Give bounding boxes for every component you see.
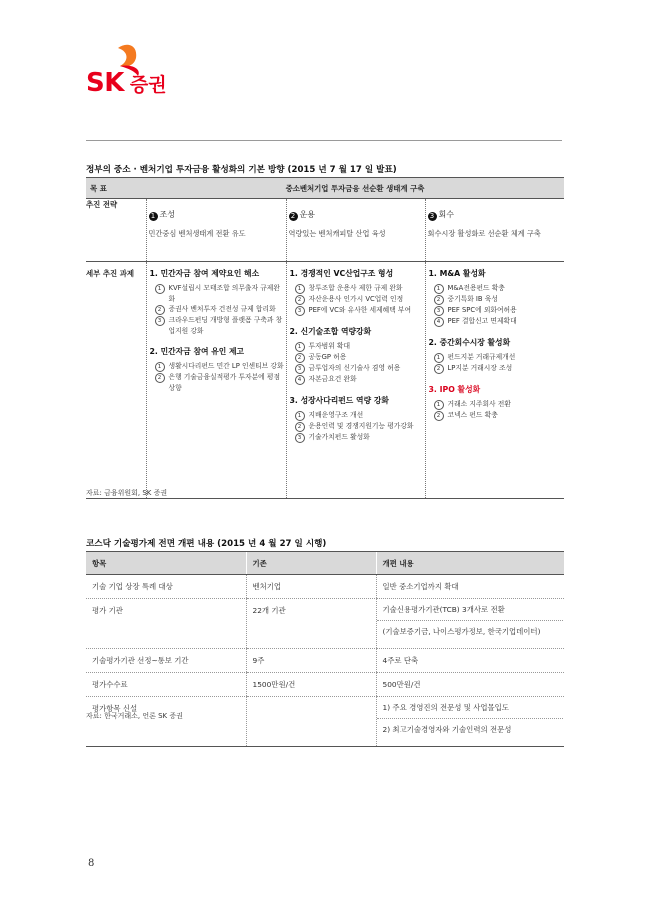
detail-item bbox=[150, 372, 286, 393]
row-item: 기술평가기관 선정~통보 기간 bbox=[86, 649, 246, 673]
item-number-icon: 1 bbox=[434, 284, 444, 294]
item-number-icon: 3 bbox=[155, 316, 165, 326]
detail-item-text: 코넥스 펀드 확충 bbox=[447, 411, 498, 419]
strategy-name: 운용 bbox=[299, 210, 315, 219]
row-new-line: 1) 주요 경영진의 전문성 및 사업몰입도 bbox=[377, 697, 564, 719]
detail-item-text: 크라우드펀딩 개방형 플랫폼 구축과 창업지원 강화 bbox=[168, 316, 283, 335]
row-new-line: 2) 최고기술경영자와 기술인력의 전문성 bbox=[382, 725, 512, 734]
item-number-icon: 2 bbox=[434, 364, 444, 374]
item-number-icon: 4 bbox=[434, 317, 444, 327]
strategy-cell bbox=[286, 199, 425, 262]
item-number-icon: 1 bbox=[295, 342, 305, 352]
detail-item-text: 은행 기술금융실적평가 투자분에 평점 상향 bbox=[168, 373, 281, 392]
item-number-icon: 1 bbox=[155, 362, 165, 372]
detail-group bbox=[429, 268, 565, 327]
detail-group-title: 1. 경쟁적인 VC산업구조 형성 bbox=[289, 269, 394, 278]
detail-item-text: M&A전용펀드 확충 bbox=[447, 284, 505, 292]
detail-item-text: 금투업자의 신기술사 겸영 허용 bbox=[308, 364, 401, 372]
detail-item bbox=[150, 315, 286, 336]
detail-item bbox=[290, 421, 425, 432]
col-header-old: 기존 bbox=[246, 552, 376, 575]
strategy-number: 3 bbox=[428, 212, 437, 221]
detail-group bbox=[429, 337, 565, 374]
detail-item bbox=[290, 352, 425, 363]
row-item: 평가항목 신설 bbox=[86, 697, 246, 747]
row-new: 4주로 단축 bbox=[376, 649, 564, 673]
strategy-name: 조성 bbox=[159, 210, 175, 219]
table2-title: 코스닥 기술평가제 전면 개편 내용 (2015 년 4 월 27 일 시행) bbox=[86, 539, 327, 549]
detail-item-text: 펀드지분 거래규제개선 bbox=[447, 353, 516, 361]
strategy-cell bbox=[425, 199, 564, 262]
item-number-icon: 4 bbox=[295, 375, 305, 385]
brand-sk: SK bbox=[86, 68, 124, 98]
detail-item-text: 중기특화 IB 육성 bbox=[447, 295, 498, 303]
detail-group bbox=[290, 326, 425, 385]
detail-item bbox=[429, 410, 565, 421]
detail-col-2 bbox=[286, 262, 425, 499]
row-new: 일반 중소기업까지 확대 bbox=[376, 575, 564, 599]
col-header-item: 항목 bbox=[86, 552, 246, 575]
table-row bbox=[86, 649, 564, 673]
detail-item-text: LP지분 거래시장 조성 bbox=[447, 364, 513, 372]
row-old: 22개 기관 bbox=[246, 599, 376, 649]
page-number: 8 bbox=[88, 858, 95, 869]
table-row bbox=[86, 599, 564, 649]
strategy-name: 회수 bbox=[438, 210, 454, 219]
detail-item bbox=[429, 305, 565, 316]
item-number-icon: 2 bbox=[155, 373, 165, 383]
strategy-number: 1 bbox=[149, 212, 158, 221]
detail-label: 세부 추진 과제 bbox=[86, 262, 146, 499]
strategy-number: 2 bbox=[289, 212, 298, 221]
detail-item-text: 운용인력 및 경쟁지원기능 평가강화 bbox=[308, 422, 414, 430]
detail-item-text: 기술가치펀드 활성화 bbox=[308, 433, 370, 441]
col-header-new: 개편 내용 bbox=[376, 552, 564, 575]
detail-item bbox=[290, 294, 425, 305]
table-row bbox=[86, 697, 564, 747]
header-divider bbox=[86, 140, 562, 141]
item-number-icon: 2 bbox=[155, 305, 165, 315]
table-row bbox=[86, 575, 564, 599]
table1-source: 자료: 금융위원회, SK 증권 bbox=[86, 489, 168, 497]
table2-header-row bbox=[86, 552, 564, 575]
brand-logo bbox=[86, 68, 167, 98]
strategy-row bbox=[86, 199, 564, 262]
item-number-icon: 1 bbox=[434, 400, 444, 410]
detail-item bbox=[290, 305, 425, 316]
detail-item-text: 생활시다리펀드 민간 LP 인센티브 강화 bbox=[168, 362, 284, 370]
row-old: 1500만원/건 bbox=[246, 673, 376, 697]
row-new-line: 기술신용평가기관(TCB) 3개사로 전환 bbox=[377, 599, 564, 621]
item-number-icon: 3 bbox=[295, 364, 305, 374]
table2-source: 자료: 한국거래소, 언론 SK 증권 bbox=[86, 712, 183, 720]
detail-item-text: 증권사 벤처투자 건전성 규제 합리화 bbox=[168, 305, 276, 313]
strategy-desc: 민간중심 벤처생태계 전환 유도 bbox=[148, 229, 246, 238]
detail-item-text: 투자범위 확대 bbox=[308, 342, 351, 350]
detail-group-title: 3. IPO 활성화 bbox=[428, 385, 481, 394]
detail-item bbox=[290, 432, 425, 443]
row-item: 평가 기관 bbox=[86, 599, 246, 649]
policy-direction-table bbox=[86, 177, 564, 499]
item-number-icon: 1 bbox=[155, 284, 165, 294]
item-number-icon: 3 bbox=[295, 433, 305, 443]
item-number-icon: 2 bbox=[434, 295, 444, 305]
detail-group bbox=[429, 384, 565, 421]
detail-item bbox=[290, 363, 425, 374]
detail-group-title: 2. 민간자금 참여 유인 제고 bbox=[149, 347, 245, 356]
detail-item-text: 거래소 지주회사 전환 bbox=[447, 400, 511, 408]
item-number-icon: 1 bbox=[295, 284, 305, 294]
detail-item-text: PEF 결합신고 면제확대 bbox=[447, 317, 517, 325]
item-number-icon: 2 bbox=[295, 422, 305, 432]
detail-item bbox=[290, 283, 425, 294]
detail-item bbox=[429, 294, 565, 305]
brand-kr: 증권 bbox=[129, 74, 167, 96]
detail-item bbox=[429, 352, 565, 363]
goal-row bbox=[86, 178, 564, 199]
detail-item-text: 창투조합 운용사 제한 규제 완화 bbox=[308, 284, 403, 292]
detail-item bbox=[290, 341, 425, 352]
detail-item bbox=[150, 304, 286, 315]
detail-item-text: KVF설립시 모태조합 의무출자 규제완화 bbox=[168, 284, 280, 303]
detail-item-text: PEF SPC에 외화여허용 bbox=[447, 306, 517, 314]
item-number-icon: 3 bbox=[295, 306, 305, 316]
detail-group-title: 2. 중간회수시장 활성화 bbox=[428, 338, 511, 347]
row-new: 500만원/건 bbox=[376, 673, 564, 697]
item-number-icon: 2 bbox=[434, 411, 444, 421]
goal-label: 목 표 bbox=[86, 178, 146, 199]
detail-group bbox=[150, 268, 286, 336]
strategy-desc: 역량있는 벤처캐피탈 산업 육성 bbox=[288, 229, 386, 238]
detail-group bbox=[290, 395, 425, 443]
table1-title: 정부의 중소 · 벤처기업 투자금융 활성화의 기본 방향 (2015 년 7 월 17 일 발표) bbox=[86, 165, 397, 175]
detail-item-text: 자산운용사 인가시 VC업력 인정 bbox=[308, 295, 404, 303]
detail-group-title: 2. 신기술조합 역량강화 bbox=[289, 327, 372, 336]
detail-item bbox=[429, 316, 565, 327]
item-number-icon: 3 bbox=[434, 306, 444, 316]
detail-item-text: 자본금요건 완화 bbox=[308, 375, 357, 383]
item-number-icon: 2 bbox=[295, 353, 305, 363]
detail-row bbox=[86, 262, 564, 499]
strategy-label: 추진 전략 bbox=[86, 199, 146, 262]
detail-item-text: 지배운영구조 개선 bbox=[308, 411, 364, 419]
detail-group bbox=[150, 346, 286, 393]
row-item: 평가수수료 bbox=[86, 673, 246, 697]
detail-item bbox=[150, 361, 286, 372]
detail-item bbox=[429, 363, 565, 374]
row-old bbox=[246, 697, 376, 747]
item-number-icon: 1 bbox=[295, 411, 305, 421]
row-item: 기술 기업 상장 특례 대상 bbox=[86, 575, 246, 599]
detail-col-1 bbox=[146, 262, 286, 499]
row-old: 벤처기업 bbox=[246, 575, 376, 599]
row-new bbox=[376, 599, 564, 649]
detail-group bbox=[290, 268, 425, 316]
detail-group-title: 1. M&A 활성화 bbox=[428, 269, 486, 278]
detail-item bbox=[290, 374, 425, 385]
detail-item bbox=[429, 283, 565, 294]
table-row bbox=[86, 673, 564, 697]
strategy-desc: 회수시장 활성화로 선순환 체계 구축 bbox=[427, 229, 541, 238]
row-new bbox=[376, 697, 564, 747]
detail-item bbox=[290, 410, 425, 421]
item-number-icon: 2 bbox=[295, 295, 305, 305]
detail-item-text: 공동GP 허용 bbox=[308, 353, 347, 361]
row-old: 9주 bbox=[246, 649, 376, 673]
goal-text: 중소벤처기업 투자금융 선순환 생태계 구축 bbox=[146, 178, 564, 199]
detail-item-text: PEF에 VC와 유사한 세제혜택 부여 bbox=[308, 306, 412, 314]
detail-item bbox=[429, 399, 565, 410]
detail-group-title: 3. 성장사다리펀드 역량 강화 bbox=[289, 396, 389, 405]
detail-item bbox=[150, 283, 286, 304]
item-number-icon: 1 bbox=[434, 353, 444, 363]
strategy-cell bbox=[146, 199, 286, 262]
row-new-line: (기술보증기금, 나이스평가정보, 한국기업데이터) bbox=[382, 627, 541, 636]
detail-group-title: 1. 민간자금 참여 제약요인 해소 bbox=[149, 269, 260, 278]
detail-col-3 bbox=[425, 262, 564, 499]
